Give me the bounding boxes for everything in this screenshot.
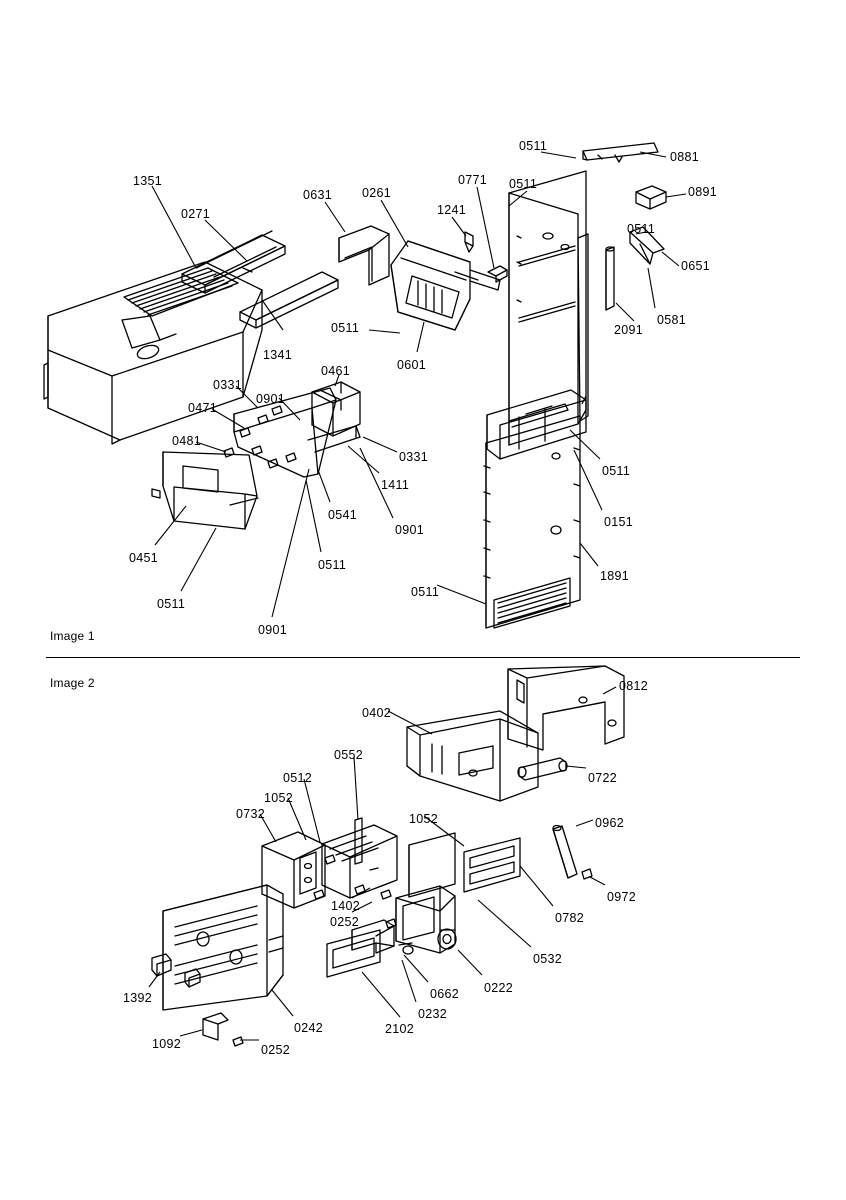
callout-0532: 0532: [533, 952, 563, 966]
strip-0881: [583, 143, 658, 162]
panel-0532: [409, 833, 455, 897]
callout-0901-right: 0901: [395, 523, 425, 537]
callout-0771: 0771: [458, 173, 488, 187]
crisper-bin: [44, 262, 262, 444]
callout-0261: 0261: [362, 186, 392, 200]
callout-0252-lower: 0252: [261, 1043, 291, 1057]
callout-0151: 0151: [604, 515, 634, 529]
callout-0891: 0891: [688, 185, 718, 199]
mount-rail-1411: [234, 388, 360, 477]
callout-1392: 1392: [123, 991, 153, 1005]
callout-0552: 0552: [334, 748, 364, 762]
callout-0972: 0972: [607, 890, 637, 904]
callout-0601: 0601: [397, 358, 427, 372]
faceplate-2102: [327, 930, 380, 977]
callout-1341: 1341: [263, 348, 293, 362]
panel-0782: [464, 838, 520, 892]
clip-1092: [203, 1013, 243, 1046]
callout-0581: 0581: [657, 313, 687, 327]
callout-1891: 1891: [600, 569, 630, 583]
callout-0511-top: 0511: [519, 139, 548, 153]
callout-0511-cover: 0511: [411, 585, 440, 599]
callout-0631: 0631: [303, 188, 333, 202]
callout-0511-panel: 0511: [509, 177, 538, 191]
module-0222: [396, 886, 456, 953]
panel-label-image-2: Image 2: [50, 676, 95, 690]
rail-assembly-upper: [182, 231, 285, 293]
callout-0222: 0222: [484, 981, 514, 995]
callout-0662: 0662: [430, 987, 460, 1001]
callout-0481: 0481: [172, 434, 202, 448]
callout-0271: 0271: [181, 207, 211, 221]
rod-2091: [606, 247, 614, 310]
callout-0451: 0451: [129, 551, 159, 565]
rear-panel: [509, 171, 586, 445]
callout-0331-lower: 0331: [399, 450, 429, 464]
fastener-0771: [488, 266, 507, 282]
callout-0242: 0242: [294, 1021, 324, 1035]
callout-0782: 0782: [555, 911, 585, 925]
bracket-0662: [352, 920, 413, 954]
callout-2102: 2102: [385, 1022, 415, 1036]
knob-small: [185, 969, 200, 987]
wire-shelf-0552: [322, 818, 397, 898]
front-panel-0451: [152, 452, 258, 529]
callout-0471: 0471: [188, 401, 218, 415]
callout-0232: 0232: [418, 1007, 448, 1021]
callout-0732: 0732: [236, 807, 266, 821]
cylinder-0722: [518, 758, 567, 780]
knob-1392: [152, 954, 171, 976]
callout-0512: 0512: [283, 771, 313, 785]
callout-0511-duct: 0511: [602, 464, 631, 478]
callout-0812: 0812: [619, 679, 649, 693]
callout-1092: 1092: [152, 1037, 182, 1051]
ice-maker-assembly: [391, 241, 500, 330]
panel-label-image-1: Image 1: [50, 629, 95, 643]
screw-1241: [465, 232, 473, 252]
panel-divider: [46, 657, 800, 658]
callout-1052-right: 1052: [409, 812, 439, 826]
bracket-0631: [339, 226, 389, 285]
callout-0881: 0881: [670, 150, 700, 164]
callout-0461: 0461: [321, 364, 351, 378]
cover-1891: [484, 416, 580, 628]
callout-0901-bottom: 0901: [258, 623, 288, 637]
callout-1052-left: 1052: [264, 791, 294, 805]
callout-0901-upper: 0901: [256, 392, 286, 406]
callout-0511-icemaker: 0511: [331, 321, 360, 335]
control-box-0461: [312, 382, 360, 436]
rod-0962: [553, 826, 592, 880]
small-fasteners-center: [224, 406, 296, 468]
callout-0511-center: 0511: [318, 558, 347, 572]
callout-0541: 0541: [328, 508, 358, 522]
callout-0962: 0962: [595, 816, 625, 830]
leader-lines-panel2: [149, 687, 616, 1040]
callout-2091: 2091: [614, 323, 644, 337]
callout-0402: 0402: [362, 706, 392, 720]
callout-0722: 0722: [588, 771, 618, 785]
callout-1411: 1411: [381, 478, 410, 492]
callout-0511-left: 0511: [157, 597, 186, 611]
callout-0331-upper: 0331: [213, 378, 243, 392]
callout-1351: 1351: [133, 174, 163, 188]
block-0891: [636, 186, 666, 209]
box-0732: [262, 832, 325, 908]
callout-0651: 0651: [681, 259, 711, 273]
panel-0812: [508, 666, 624, 750]
shelf-0402: [407, 711, 538, 801]
front-grille-0242: [163, 885, 283, 1010]
callout-0252-upper: 0252: [330, 915, 360, 929]
rail-assembly-lower: [240, 272, 338, 328]
duct-0151: [487, 390, 586, 459]
vertical-bar-right: [578, 234, 588, 421]
callout-1402: 1402: [331, 899, 361, 913]
callout-0511-trim: 0511: [627, 222, 656, 236]
callout-1241: 1241: [437, 203, 467, 217]
